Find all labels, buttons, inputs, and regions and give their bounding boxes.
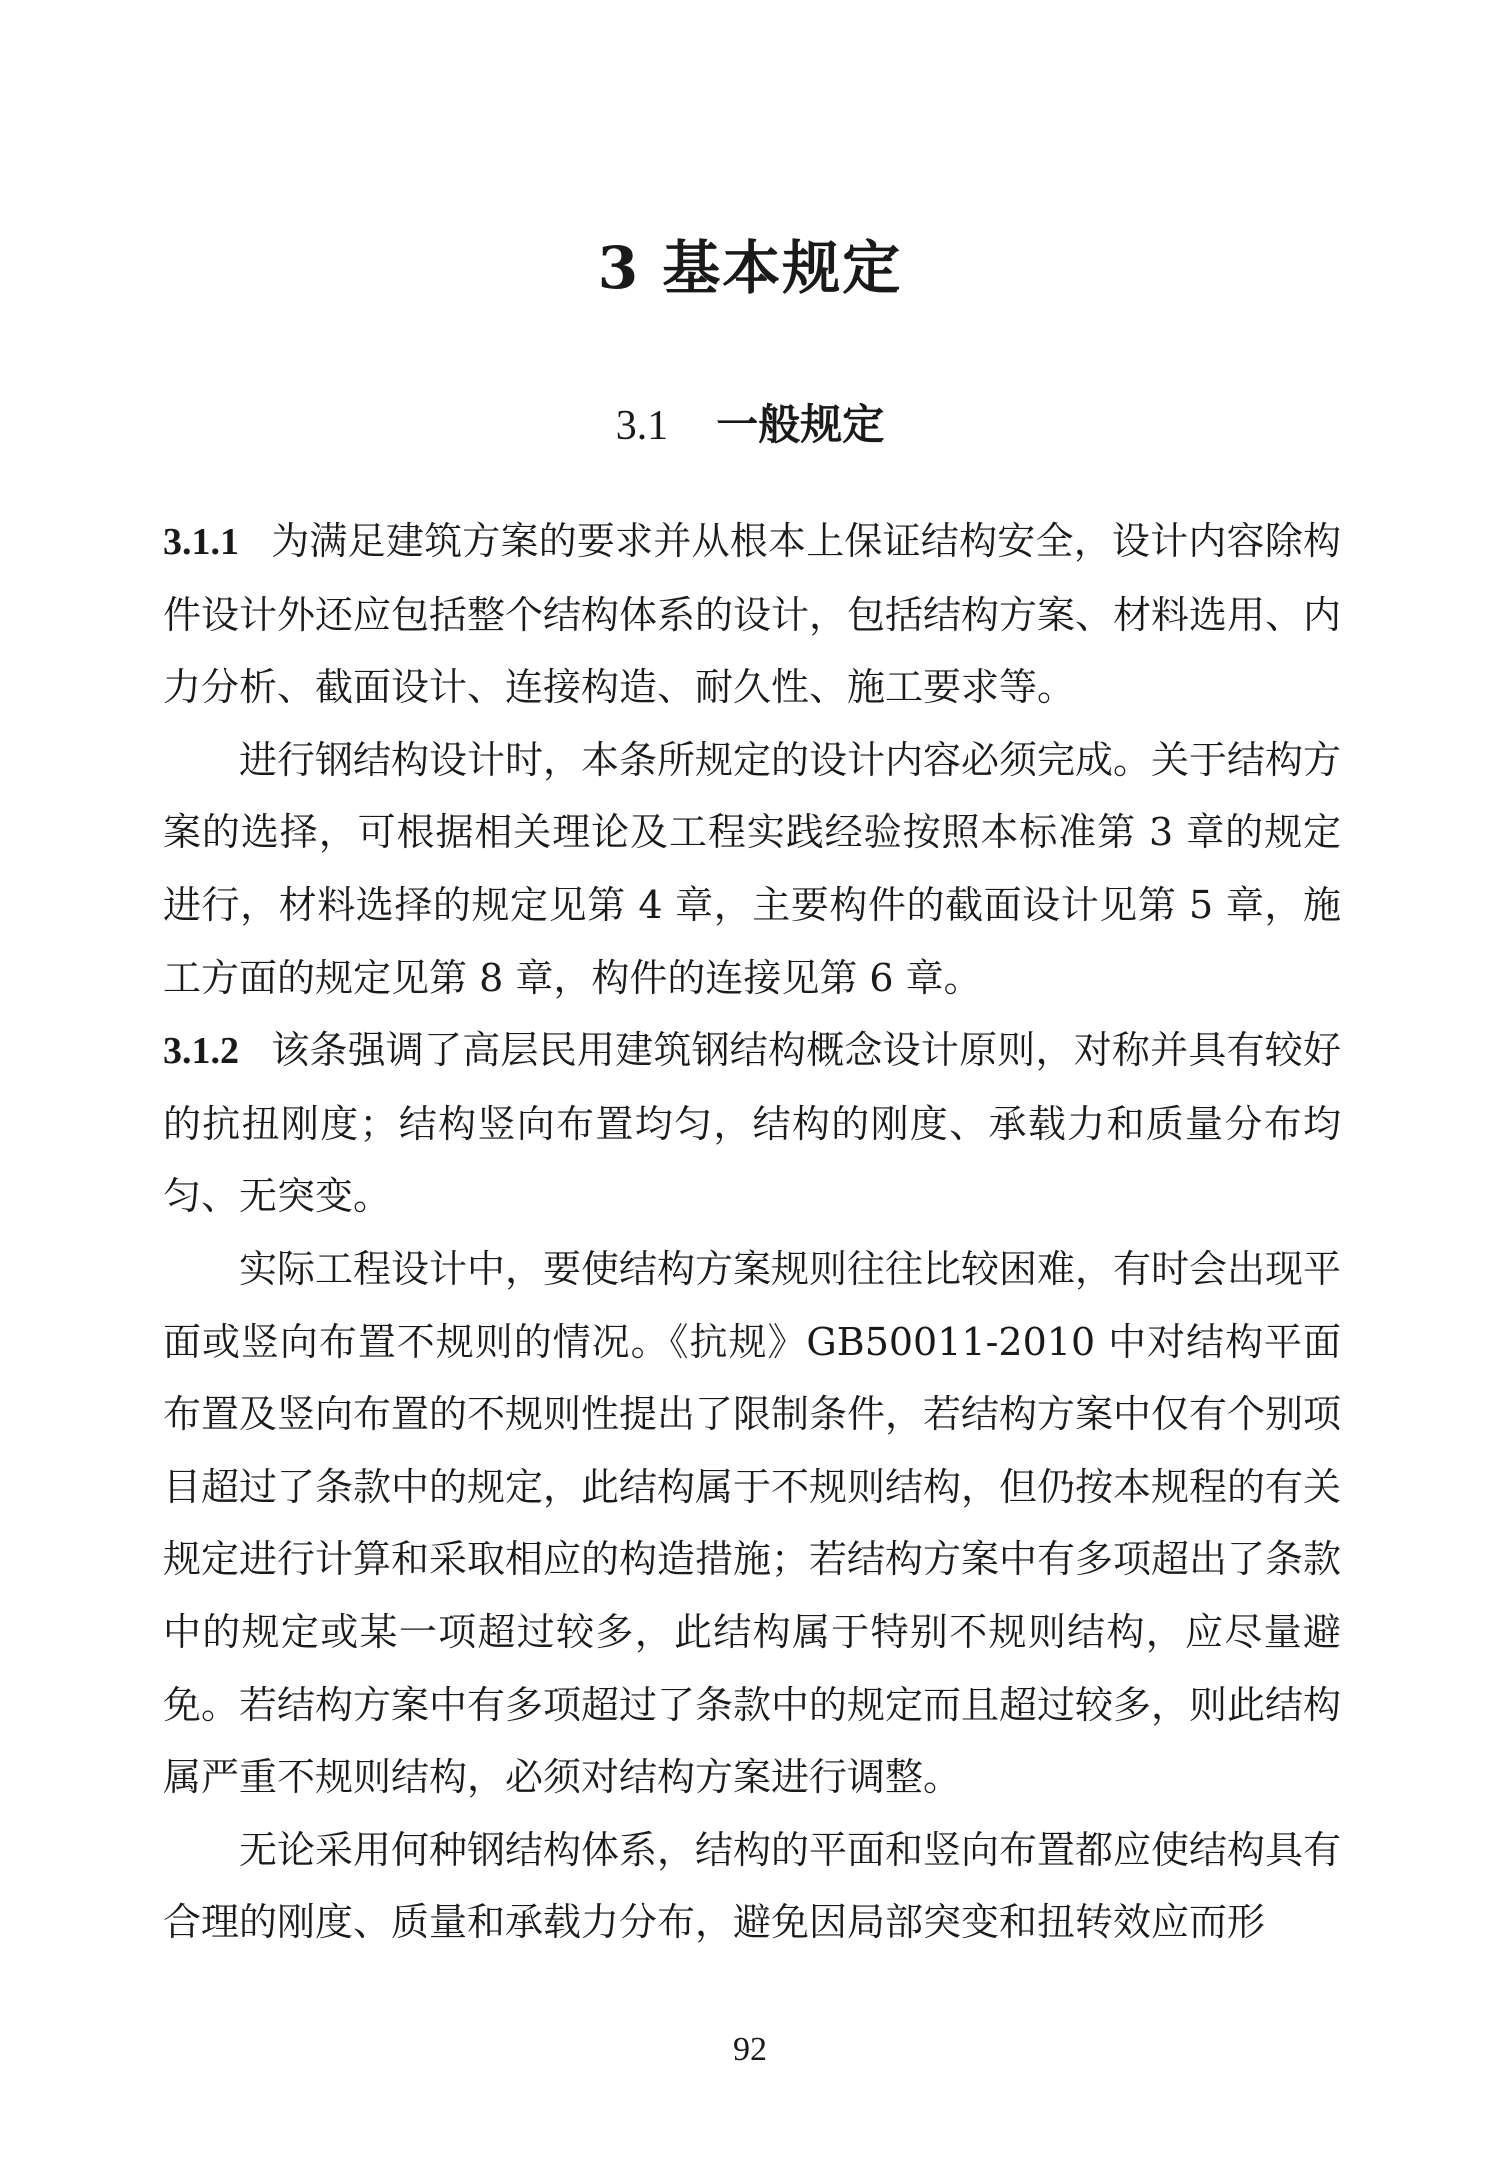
paragraph: 实际工程设计中，要使结构方案规则往往比较困难，有时会出现平面或竖向布置不规则的情况。《抗规》GB50011-2010 中对结构平面布置及竖向布置的不规则性提出了限制条件，若结构方案中仅有个别项目超过了条款中的规定，此结构属于不规则结构，但仍按本规程的有关规定进行计算和采取相应的构造措施；若结构方案中有多项超出了条款中的规定或某一项超过较多，此结构属于特别不规则结构，应尽量避免。若结构方案中有多项超过了条款中的规定而且超过较多，则此结构属严重不规则结构，必须对结构方案进行调整。: [163, 1246, 1342, 1800]
clause-3-1-2: [163, 1014, 1341, 1233]
body-text: [163, 505, 1341, 1959]
chapter-title: 3 基本规定: [597, 234, 903, 302]
clause-lead-text: 为满足建筑方案的要求并从根本上保证结构安全，设计内容除构件设计外还应包括整个结构体系的设计，包括结构方案、材料选用、内力分析、截面设计、连接构造、耐久性、施工要求等。: [163, 519, 1342, 710]
page-number: 92: [733, 2031, 767, 2068]
section-title: 一般规定: [716, 400, 885, 449]
clause-number: 3.1.2: [163, 1030, 239, 1073]
clause-lead-text: 该条强调了高层民用建筑钢结构概念设计原则，对称并具有较好的抗扭刚度；结构竖向布置均匀，结构的刚度、承载力和质量分布均匀、无突变。: [163, 1028, 1341, 1219]
paragraph: 无论采用何种钢结构体系，结构的平面和竖向布置都应使结构具有合理的刚度、质量和承载力分布，避免因局部突变和扭转效应而形: [163, 1827, 1342, 1945]
section-number: 3.1: [615, 403, 669, 449]
paragraph: 进行钢结构设计时，本条所规定的设计内容必须完成。关于结构方案的选择，可根据相关理论及工程实践经验按照本标准第 3 章的规定进行，材料选择的规定见第 4 章，主要构件的截面设计见第 5 章，施工方面的规定见第 8 章，构件的连接见第 6 章。: [163, 737, 1342, 1000]
clause-3-1-1: [163, 505, 1341, 724]
section-heading: [0, 390, 1500, 461]
clause-number: 3.1.1: [163, 521, 239, 563]
